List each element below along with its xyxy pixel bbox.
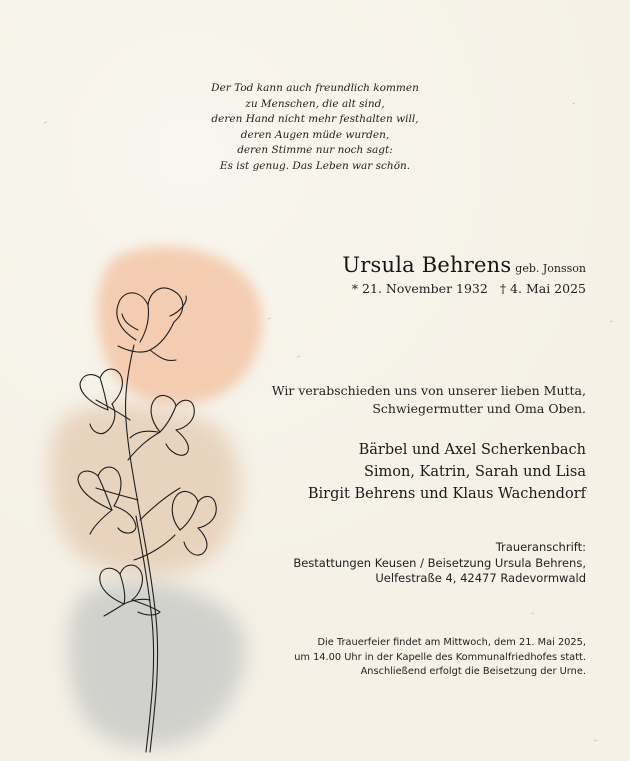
- address-line: Uelfestraße 4, 42477 Radevormwald: [375, 571, 586, 585]
- mourner-line: Bärbel und Axel Scherkenbach: [358, 442, 586, 458]
- farewell-line: Wir verabschieden uns von unserer lieben Mutta,: [271, 383, 586, 398]
- deceased-name: Ursula Behrens: [342, 253, 512, 277]
- poem: [160, 81, 470, 174]
- funeral-line: um 14.00 Uhr in der Kapelle des Kommunalfriedhofes statt.: [294, 651, 586, 663]
- mourner-line: Birgit Behrens und Klaus Wachendorf: [307, 486, 586, 502]
- poem-line: zu Menschen, die alt sind,: [245, 97, 385, 110]
- mourners-list: [308, 439, 586, 505]
- poem-line: Es ist genug. Das Leben war schön.: [219, 159, 411, 172]
- watercolor-grey-blotch: [68, 581, 246, 748]
- death-date: † 4. Mai 2025: [499, 281, 586, 296]
- birth-date: * 21. November 1932: [351, 281, 488, 296]
- address-line: Bestattungen Keusen / Beisetzung Ursula Behrens,: [293, 555, 586, 570]
- poem-line: deren Stimme nur noch sagt:: [237, 144, 393, 156]
- condolence-address: [293, 540, 586, 587]
- watercolor-tan-blotch: [49, 404, 239, 576]
- life-dates: [342, 281, 586, 296]
- funeral-notice: [294, 636, 586, 680]
- maiden-name: geb. Jonsson: [515, 262, 586, 275]
- farewell-line: Schwiegermutter und Oma Oben.: [372, 401, 586, 416]
- poem-line: deren Hand nicht mehr festhalten will,: [211, 113, 419, 125]
- funeral-line: Anschließend erfolgt die Beisetzung der Urne.: [360, 666, 586, 677]
- mourner-line: Simon, Katrin, Sarah und Lisa: [363, 464, 586, 480]
- funeral-line: Die Trauerfeier findet am Mittwoch, dem 21. Mai 2025,: [317, 637, 586, 648]
- deceased-block: [342, 253, 586, 296]
- poem-line: Der Tod kann auch freundlich kommen: [211, 82, 419, 94]
- name-line: [342, 253, 586, 277]
- address-heading: Traueranschrift:: [495, 540, 586, 554]
- poem-line: deren Augen müde wurden,: [240, 128, 390, 141]
- farewell-text: [272, 382, 586, 418]
